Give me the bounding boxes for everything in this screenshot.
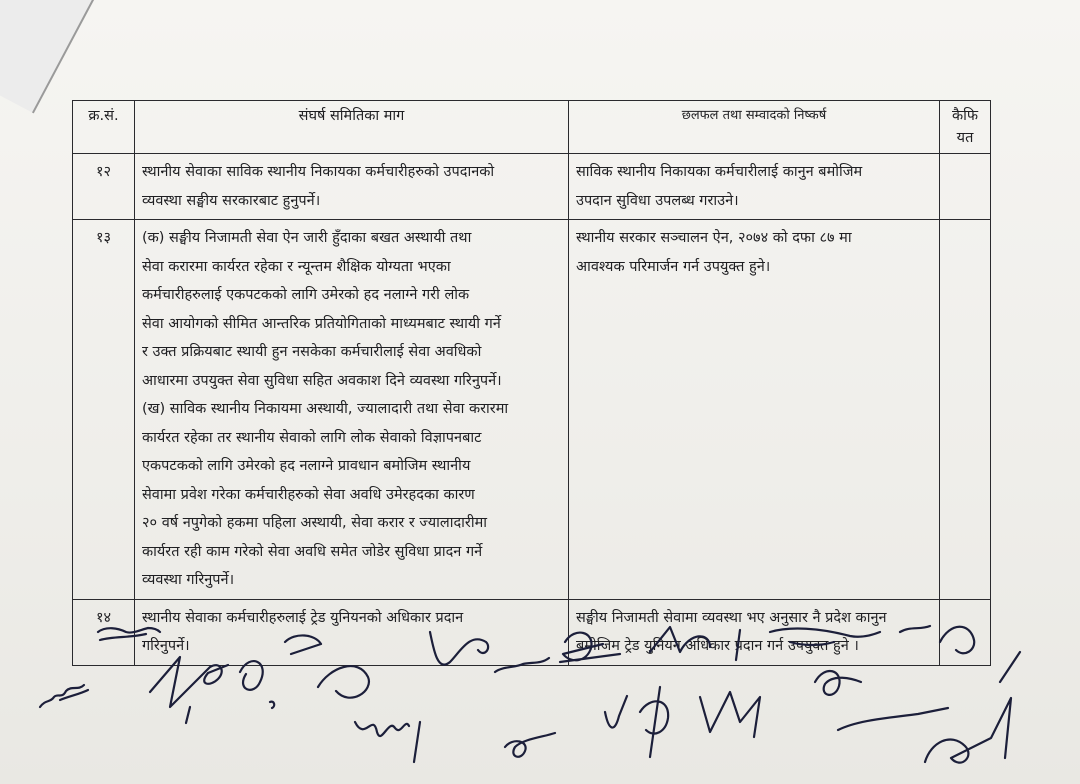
signature-1 bbox=[98, 628, 160, 640]
row-serial-number: १३ bbox=[73, 220, 135, 600]
demand-line: सेवामा प्रवेश गरेका कर्मचारीहरुको सेवा अवधि उमेरहदका कारण bbox=[142, 486, 475, 503]
header-discussion-conclusion: छलफल तथा सम्वादको निष्कर्ष bbox=[569, 101, 940, 154]
table-row bbox=[73, 220, 991, 600]
signature-3 bbox=[150, 657, 228, 723]
signature-4 bbox=[240, 661, 274, 708]
demand-line: व्यवस्था गरिनुपर्ने। bbox=[142, 572, 235, 588]
conclusion-line: बमोजिम ट्रेड युनियन अधिकार प्रदान गर्न उपयुक्त हुने । bbox=[576, 638, 859, 654]
table-row bbox=[73, 154, 991, 220]
signature-12 bbox=[650, 627, 710, 652]
signature-11 bbox=[605, 687, 668, 757]
signature-15 bbox=[815, 671, 861, 695]
demand-line: स्थानीय सेवाका साविक स्थानीय निकायका कर्मचारीहरुको उपदानको bbox=[142, 164, 495, 180]
demand-line: (क) सङ्घीय निजामती सेवा ऐन जारी हुँदाका बखत अस्थायी तथा bbox=[142, 230, 472, 246]
signature-17 bbox=[838, 708, 948, 730]
conclusion-line: स्थानीय सरकार सञ्चालन ऐन, २०७४ को दफा ८७ मा bbox=[576, 230, 852, 246]
row-remarks-cell bbox=[940, 154, 991, 220]
demand-line: र उक्त प्रक्रियबाट स्थायी हुन नसकेका कर्मचारीलाई सेवा अवधिको bbox=[142, 344, 482, 360]
header-remarks: कैफि यत bbox=[940, 101, 991, 154]
header-serial-number: क्र.सं. bbox=[73, 101, 135, 154]
row-conclusion-cell bbox=[569, 154, 940, 220]
row-demand-cell bbox=[135, 220, 569, 600]
signature-8 bbox=[495, 658, 549, 672]
row-demand-cell bbox=[135, 154, 569, 220]
demand-line: कार्यरत रहेका तर स्थानीय सेवाको लागि लोक सेवाको विज्ञापनबाट bbox=[142, 429, 482, 446]
row-remarks-cell bbox=[940, 220, 991, 600]
demand-line: एकपटकको लागि उमेरको हद नलाग्ने प्रावधान बमोजिम स्थानीय bbox=[142, 458, 471, 474]
signature-16 bbox=[900, 626, 974, 653]
signatures-area bbox=[0, 612, 1080, 784]
signature-18 bbox=[925, 652, 1020, 763]
demand-line: कर्मचारीहरुलाई एकपटकको लागि उमेरको हद नलाग्ने गरी लोक bbox=[142, 287, 470, 303]
demand-line: आधारमा उपयुक्त सेवा सुविधा सहित अवकाश दिने व्यवस्था गरिनुपर्ने। bbox=[142, 372, 502, 389]
demand-line: कार्यरत रही काम गरेको सेवा अवधि समेत जोडेर सुविधा प्रादन गर्ने bbox=[142, 543, 483, 560]
agreement-table bbox=[72, 100, 991, 666]
demand-line: (ख) साविक स्थानीय निकायमा अस्थायी, ज्यालादारी तथा सेवा करारमा bbox=[142, 401, 509, 417]
conclusion-line: उपदान सुविधा उपलब्ध गराउने। bbox=[576, 192, 739, 209]
conclusion-line: सङ्घीय निजामती सेवामा व्यवस्था भए अनुसार नै प्रदेश कानुन bbox=[576, 609, 887, 626]
demand-line: सेवा आयोगको सीमित आन्तरिक प्रतियोगिताको माध्यमबाट स्थायी गर्ने bbox=[142, 315, 501, 332]
header-committee-demand: संघर्ष समितिका माग bbox=[135, 101, 569, 154]
signature-10 bbox=[560, 633, 620, 662]
signature-9 bbox=[505, 733, 555, 757]
signature-14 bbox=[770, 629, 880, 645]
row-serial-number: १४ bbox=[73, 599, 135, 665]
demand-line: स्थानीय सेवाका कर्मचारीहरुलाई ट्रेड युनियनको अधिकार प्रदान bbox=[142, 609, 464, 626]
signature-5 bbox=[285, 635, 369, 697]
signature-6 bbox=[355, 722, 420, 762]
demand-line: २० वर्ष नपुगेको हकमा पहिला अस्थायी, सेवा करार र ज्यालादारीमा bbox=[142, 515, 488, 531]
demand-line: गरिनुपर्ने। bbox=[142, 638, 190, 654]
signature-7 bbox=[430, 632, 488, 665]
conclusion-line: साविक स्थानीय निकायका कर्मचारीलाई कानुन बमोजिम bbox=[576, 164, 863, 180]
demand-line: व्यवस्था सङ्घीय सरकारबाट हुनुपर्ने। bbox=[142, 192, 321, 209]
row-serial-number: १२ bbox=[73, 154, 135, 220]
row-conclusion-cell bbox=[569, 220, 940, 600]
conclusion-line: आवश्यक परिमार्जन गर्न उपयुक्त हुने। bbox=[576, 258, 771, 275]
demand-line: सेवा करारमा कार्यरत रहेका र न्यून्तम शैक्षिक योग्यता भएका bbox=[142, 258, 451, 275]
table-header-row bbox=[73, 101, 991, 154]
signature-2 bbox=[40, 685, 88, 707]
